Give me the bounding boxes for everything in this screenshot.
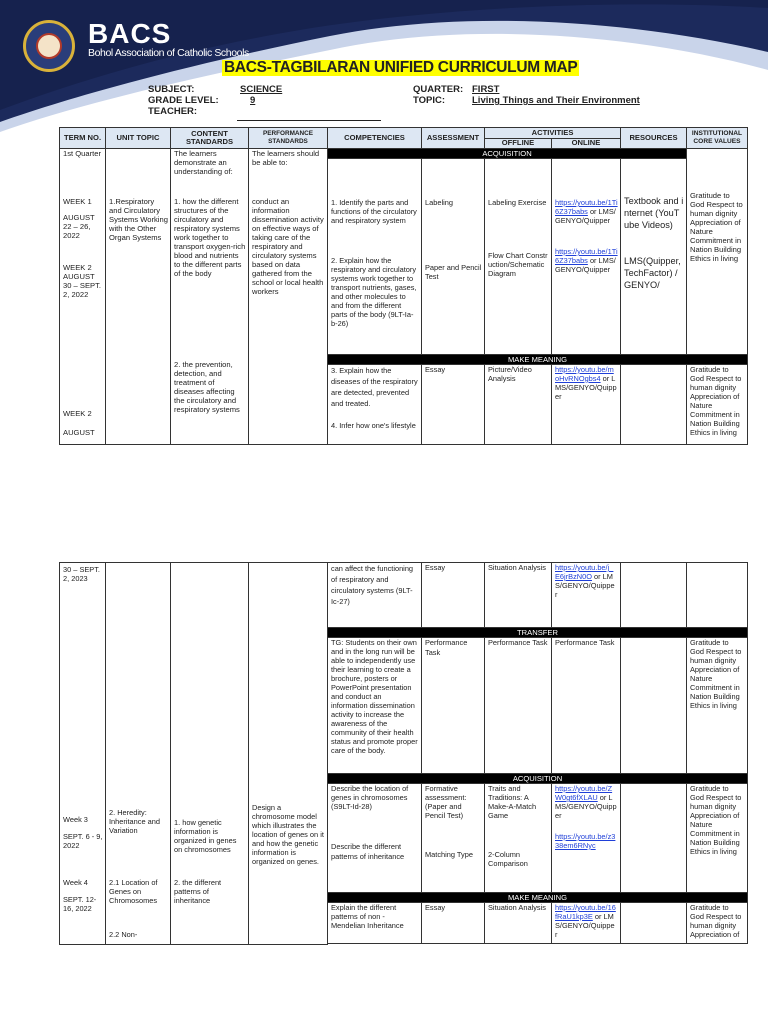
col-offline: OFFLINE bbox=[485, 139, 552, 149]
assessment: Paper and Pencil Test bbox=[425, 263, 482, 282]
competency: 3. Explain how the diseases of the respiratory are detected, prevented and treated. bbox=[331, 365, 418, 408]
online-cell: Performance Task bbox=[552, 638, 621, 774]
competencies-cell bbox=[328, 159, 422, 355]
brand-name: BACS bbox=[88, 18, 172, 49]
curriculum-table-page-2 bbox=[59, 562, 748, 945]
lms-text: or LMS/GENYO/Quipper bbox=[555, 793, 617, 820]
org-name: Bohol Association of Catholic Schools bbox=[88, 47, 249, 59]
offline-activity: Traits and Traditions: A Make-A-Match Game bbox=[488, 784, 537, 820]
quarter-value: FIRST bbox=[472, 84, 500, 95]
resources-cell bbox=[621, 364, 687, 444]
unit-cell bbox=[106, 563, 171, 945]
video-link[interactable]: https://youtu.be/1Ti6Z37babs bbox=[555, 247, 618, 266]
unit-cell bbox=[106, 149, 171, 445]
phase-bar-transfer: TRANSFER bbox=[328, 628, 748, 638]
resource: LMS(Quipper,TechFactor) /GENYO/ bbox=[624, 256, 681, 291]
topic-value: Living Things and Their Environment bbox=[472, 95, 640, 106]
col-performance: PERFORMANCE STANDARDS bbox=[249, 128, 328, 149]
offline-cell: Situation Analysis bbox=[485, 903, 552, 944]
resources-cell bbox=[621, 563, 687, 628]
offline-cell: Performance Task bbox=[485, 638, 552, 774]
week-text: WEEK 2 bbox=[63, 409, 92, 418]
phase-bar-make-meaning: MAKE MEANING bbox=[328, 354, 748, 364]
date-text: SEPT. 12- 16, 2022 bbox=[63, 895, 97, 913]
unit-topic-text: 2.1 Location of Genes on Chromosomes bbox=[109, 878, 158, 905]
col-unit: UNIT TOPIC bbox=[106, 128, 171, 149]
date-text: AUGUST 22 – 26, 2022 bbox=[63, 213, 95, 240]
assessment-cell: Essay bbox=[422, 364, 485, 444]
content-intro: The learners demonstrate an understanding of: bbox=[174, 149, 233, 176]
week-text: Week 3 bbox=[63, 815, 88, 824]
competency: Describe the location of genes in chromosomes (S9LT-Id-28) bbox=[331, 784, 409, 811]
core-values-cell bbox=[687, 149, 748, 355]
curriculum-table-page-1 bbox=[59, 127, 748, 445]
video-link[interactable]: https://youtu.be/z338em6RNyc bbox=[555, 832, 616, 850]
competency: 4. Infer how one's lifestyle bbox=[331, 420, 416, 430]
col-term: TERM NO. bbox=[60, 128, 106, 149]
unit-topic-text: 2.2 Non- bbox=[109, 930, 138, 939]
content-standard: 2. the prevention, detection, and treatment of diseases affecting the circulatory and respiratory systems bbox=[174, 360, 240, 414]
assessment: Formative assessment: (Paper and Pencil Test) bbox=[425, 784, 467, 820]
assessment-cell bbox=[422, 159, 485, 355]
term-cell bbox=[60, 149, 106, 445]
competency: 2. Explain how the respiratory and circulatory systems work together to transport nutrients, gases, and other molecules to and from the different parts of the body (9LT-Ia-b-26) bbox=[331, 256, 417, 329]
week-text: Week 4 bbox=[63, 878, 88, 887]
resources-cell bbox=[621, 638, 687, 774]
offline-cell bbox=[485, 784, 552, 893]
grade-value: 9 bbox=[250, 95, 256, 106]
term-cell bbox=[60, 563, 106, 945]
week-text: WEEK 2 AUGUST 30 – SEPT. 2, 2022 bbox=[63, 263, 101, 299]
resources-cell bbox=[621, 159, 687, 355]
competencies-cell bbox=[328, 784, 422, 893]
resource: Textbook and internet (YouTube Videos) bbox=[624, 196, 684, 231]
resources-cell bbox=[621, 903, 687, 944]
video-link[interactable]: https://youtu.be/16fRaU1kp3E bbox=[555, 903, 616, 921]
online-cell bbox=[552, 903, 621, 944]
phase-bar-acquisition: ACQUISITION bbox=[328, 149, 687, 159]
lms-text: or LMS/GENYO/Quipper bbox=[555, 912, 615, 939]
assessment-cell bbox=[422, 784, 485, 893]
col-core-values: INSTITUTIONAL CORE VALUES bbox=[687, 128, 748, 149]
core-values-cell: Gratitude to God Respect to human dignity Appreciation of Nature Commitment in Nation Building Ethics in living bbox=[687, 638, 748, 774]
quarter-label: QUARTER: bbox=[413, 84, 464, 95]
unit-topic-text: 1.Respiratory and Circulatory Systems Working with the Other Organ Systems bbox=[109, 197, 168, 242]
col-assessment: ASSESSMENT bbox=[422, 128, 485, 149]
competencies-cell bbox=[328, 364, 422, 444]
competencies-cell: TG: Students on their own and in the long run will be able to independently use their learning to create a brochure, posters or PowerPoint presentation and conduct an information dissemination activity to increase the awareness of the community of their health status and promote proper care of the body. bbox=[328, 638, 422, 774]
resources-cell bbox=[621, 784, 687, 893]
core-values-cell: Gratitude to God Respect to human dignity Appreciation of Nature Commitment in Nation Building Ethics in living bbox=[687, 364, 748, 444]
col-activities: ACTIVITIES bbox=[485, 128, 621, 139]
core-values-text: Gratitude to God Respect to human dignity Appreciation of Nature Commitment in Nation Building Ethics in living bbox=[690, 191, 743, 263]
online-cell bbox=[552, 784, 621, 893]
online-cell bbox=[552, 563, 621, 628]
quarter-text: 1st Quarter bbox=[63, 149, 101, 158]
date-text: 30 – SEPT. 2, 2023 bbox=[63, 565, 100, 583]
assessment-cell: Performance Task bbox=[422, 638, 485, 774]
document-title: BACS-TAGBILARAN UNIFIED CURRICULUM MAP bbox=[224, 59, 578, 76]
core-values-cell: Gratitude to God Respect to human dignity Appreciation of bbox=[687, 903, 748, 944]
week-text: WEEK 1 bbox=[63, 197, 92, 206]
competency: Describe the different patterns of inheritance bbox=[331, 842, 405, 861]
video-link[interactable]: https://youtu.be/1Ti6Z37babs bbox=[555, 198, 618, 217]
content-standard: 1. how the different structures of the circulatory and respiratory systems work together to transport oxygen-rich blood and nutrients to the different parts of the body bbox=[174, 197, 246, 278]
col-content: CONTENT STANDARDS bbox=[171, 128, 249, 149]
teacher-blank bbox=[237, 120, 381, 121]
grade-label: GRADE LEVEL: bbox=[148, 95, 219, 106]
competencies-cell: can affect the functioning of respiratory and circulatory systems (9LT-Ic-27) bbox=[328, 563, 422, 628]
content-standard: 1. how genetic information is organized in genes on chromosomes bbox=[174, 818, 237, 854]
offline-cell: Situation Analysis bbox=[485, 563, 552, 628]
bacs-logo-seal bbox=[23, 20, 75, 72]
subject-value: SCIENCE bbox=[240, 84, 283, 95]
video-link[interactable]: https://youtu.be/j_E6jrBzN0O bbox=[555, 563, 614, 581]
performance-standard: Design a chromosome model which illustrates the location of genes on it and how the genetic information is organized on genes. bbox=[252, 803, 324, 866]
performance-cell bbox=[249, 149, 328, 445]
unit-topic-text: 2. Heredity: Inheritance and Variation bbox=[109, 808, 160, 835]
lms-text: or LMS/GENYO/Quipper bbox=[555, 207, 616, 226]
competency: 1. Identify the parts and functions of the circulatory and respiratory system bbox=[331, 198, 417, 226]
assessment-cell: Essay bbox=[422, 903, 485, 944]
video-link[interactable]: https://youtu.be/ZW0gt6fXLAU bbox=[555, 784, 613, 802]
topic-label: TOPIC: bbox=[413, 95, 446, 106]
performance-intro: The learners should be able to: bbox=[252, 149, 320, 167]
assessment: Matching Type bbox=[425, 850, 473, 859]
lms-text: or LMS/GENYO/Quipper bbox=[555, 572, 615, 599]
col-resources: RESOURCES bbox=[621, 128, 687, 149]
offline-cell: Picture/Video Analysis bbox=[485, 364, 552, 444]
online-cell bbox=[552, 364, 621, 444]
assessment: Labeling bbox=[425, 198, 453, 208]
lms-text: or LMS/GENYO/Quipper bbox=[555, 373, 617, 401]
core-values-cell bbox=[687, 563, 748, 628]
performance-cell bbox=[249, 563, 328, 945]
phase-bar-acquisition: ACQUISITION bbox=[328, 774, 748, 784]
content-cell bbox=[171, 563, 249, 945]
offline-cell bbox=[485, 159, 552, 355]
date-text: AUGUST bbox=[63, 428, 95, 437]
online-cell bbox=[552, 159, 621, 355]
lms-text: or LMS/GENYO/Quipper bbox=[555, 256, 616, 275]
content-cell bbox=[171, 149, 249, 445]
col-online: ONLINE bbox=[552, 139, 621, 149]
core-values-cell: Gratitude to God Respect to human dignity Appreciation of Nature Commitment in Nation Building Ethics in living bbox=[687, 784, 748, 893]
col-competencies: COMPETENCIES bbox=[328, 128, 422, 149]
date-text: SEPT. 6 - 9, 2022 bbox=[63, 832, 103, 850]
assessment-cell: Essay bbox=[422, 563, 485, 628]
video-link[interactable]: https://youtu.be/moHvRNOgbs4 bbox=[555, 364, 614, 383]
offline-activity: Labeling Exercise bbox=[488, 198, 547, 208]
subject-label: SUBJECT: bbox=[148, 84, 195, 95]
teacher-label: TEACHER: bbox=[148, 106, 198, 117]
offline-activity: 2-Column Comparison bbox=[488, 850, 528, 868]
performance-standard: conduct an information dissemination activity on effective ways of taking care of the respiratory and circulatory systems based on data gathered from the school or local health workers bbox=[252, 197, 324, 296]
content-standard: 2. the different patterns of inheritance bbox=[174, 878, 222, 905]
competencies-cell: Explain the different patterns of non -Mendelian Inheritance bbox=[328, 903, 422, 944]
offline-activity: Flow Chart Construction/Schematic Diagram bbox=[488, 251, 548, 279]
phase-bar-make-meaning: MAKE MEANING bbox=[328, 893, 748, 903]
